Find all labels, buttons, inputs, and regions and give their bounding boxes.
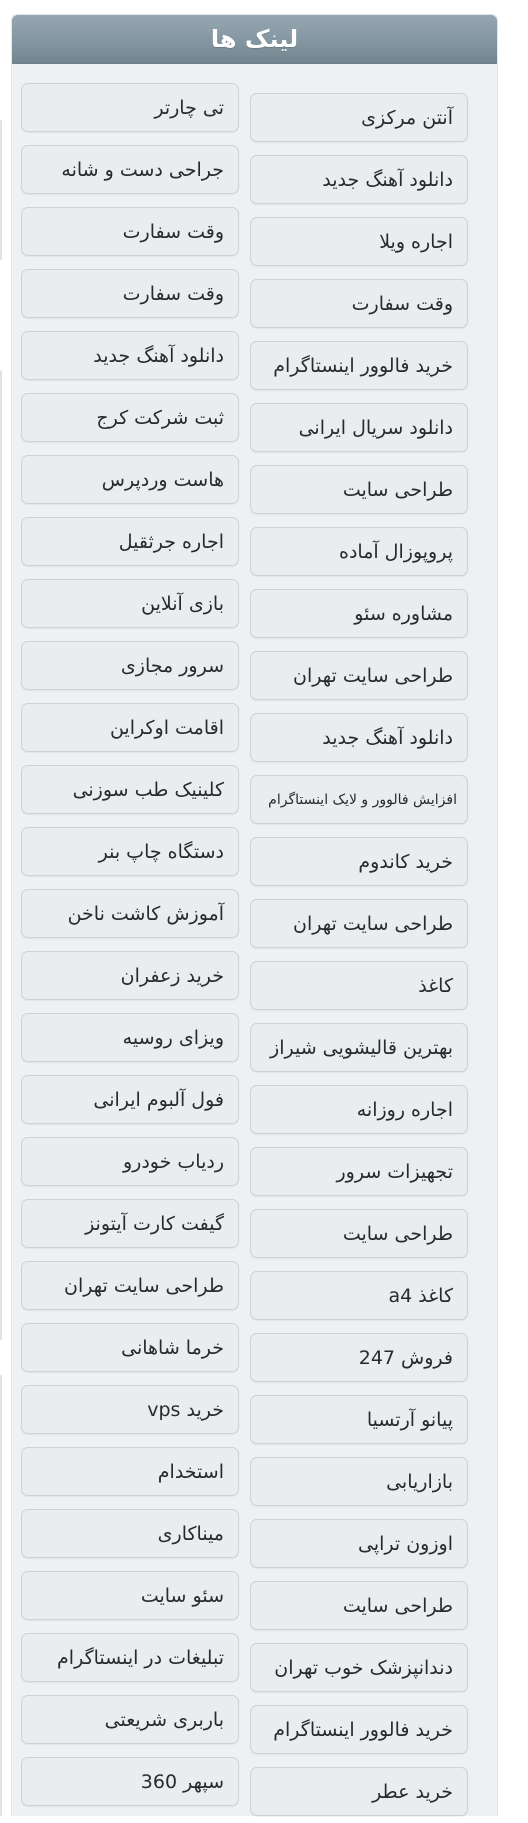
link-row bbox=[21, 1695, 488, 1744]
page-edge-divider bbox=[0, 1375, 2, 1816]
link-button[interactable]: استخدام bbox=[21, 1447, 239, 1496]
link-button[interactable]: دستگاه چاپ بنر bbox=[21, 827, 239, 876]
link-button[interactable]: گیفت کارت آیتونز bbox=[21, 1199, 239, 1248]
link-button[interactable]: ردیاب خودرو bbox=[21, 1137, 239, 1186]
link-button[interactable]: مشاوره سئو bbox=[250, 589, 468, 638]
link-button[interactable]: طراحی سایت bbox=[250, 1209, 468, 1258]
links-widget bbox=[11, 14, 498, 1816]
link-button[interactable]: هاست وردپرس bbox=[21, 455, 239, 504]
link-button[interactable]: آنتن مرکزی bbox=[250, 93, 468, 142]
link-row bbox=[21, 393, 488, 442]
link-button[interactable]: جراحی دست و شانه bbox=[21, 145, 239, 194]
link-button[interactable]: وقت سفارت bbox=[250, 279, 468, 328]
link-button[interactable]: اوزون تراپی bbox=[250, 1519, 468, 1568]
link-button[interactable]: خرید زعفران bbox=[21, 951, 239, 1000]
link-button[interactable]: خرید vps bbox=[21, 1385, 239, 1434]
link-button[interactable]: خرید فالوور اینستاگرام bbox=[250, 341, 468, 390]
link-button[interactable]: طراحی سایت تهران bbox=[250, 899, 468, 948]
link-row bbox=[21, 455, 488, 504]
link-button[interactable]: ثبت شرکت کرج bbox=[21, 393, 239, 442]
link-row bbox=[21, 1013, 488, 1062]
link-button[interactable]: بازاریابی bbox=[250, 1457, 468, 1506]
link-row bbox=[21, 579, 488, 628]
link-button[interactable]: اجاره ویلا bbox=[250, 217, 468, 266]
link-button[interactable]: فول آلبوم ایرانی bbox=[21, 1075, 239, 1124]
link-button[interactable]: اجاره جرثقیل bbox=[21, 517, 239, 566]
link-button[interactable]: خرما شاهانی bbox=[21, 1323, 239, 1372]
link-button[interactable]: دانلود آهنگ جدید bbox=[21, 331, 239, 380]
link-row bbox=[21, 331, 488, 380]
link-button[interactable]: سئو سایت bbox=[21, 1571, 239, 1620]
link-button[interactable]: وقت سفارت bbox=[21, 269, 239, 318]
link-row bbox=[21, 1757, 488, 1806]
link-row bbox=[21, 1509, 488, 1558]
link-button[interactable]: طراحی سایت تهران bbox=[21, 1261, 239, 1310]
link-row bbox=[21, 765, 488, 814]
link-button[interactable]: پروپوزال آماده bbox=[250, 527, 468, 576]
link-button[interactable]: تجهیزات سرور bbox=[250, 1147, 468, 1196]
link-row bbox=[21, 1137, 488, 1186]
link-button[interactable]: سپهر 360 bbox=[21, 1757, 239, 1806]
link-row bbox=[21, 641, 488, 690]
link-button[interactable]: تبلیغات در اینستاگرام bbox=[21, 1633, 239, 1682]
link-button[interactable]: بازی آنلاین bbox=[21, 579, 239, 628]
link-button[interactable]: خرید عطر bbox=[250, 1767, 468, 1816]
link-button[interactable]: خرید فالوور اینستاگرام bbox=[250, 1705, 468, 1754]
link-button[interactable]: کاغذ a4 bbox=[250, 1271, 468, 1320]
links-widget-title: لینک ها bbox=[210, 25, 299, 53]
link-row bbox=[21, 207, 488, 256]
link-row bbox=[21, 1323, 488, 1372]
page-edge-divider bbox=[0, 370, 2, 1340]
link-row bbox=[21, 827, 488, 876]
link-button[interactable]: ویزای روسیه bbox=[21, 1013, 239, 1062]
link-row bbox=[21, 1199, 488, 1248]
link-row bbox=[21, 889, 488, 938]
link-button[interactable]: طراحی سایت bbox=[250, 465, 468, 514]
link-button[interactable]: سرور مجازی bbox=[21, 641, 239, 690]
links-widget-header bbox=[12, 15, 497, 64]
link-button[interactable]: پیانو آرتسیا bbox=[250, 1395, 468, 1444]
link-row bbox=[21, 269, 488, 318]
link-button[interactable]: فروش 247 bbox=[250, 1333, 468, 1382]
link-button[interactable]: باربری شریعتی bbox=[21, 1695, 239, 1744]
link-button[interactable]: دانلود آهنگ جدید bbox=[250, 155, 468, 204]
link-row bbox=[21, 1075, 488, 1124]
link-button[interactable]: طراحی سایت تهران bbox=[250, 651, 468, 700]
link-row bbox=[21, 1633, 488, 1682]
link-button[interactable]: دانلود آهنگ جدید bbox=[250, 713, 468, 762]
link-button[interactable]: بهترین قالیشویی شیراز bbox=[250, 1023, 468, 1072]
link-button[interactable]: کلینیک طب سوزنی bbox=[21, 765, 239, 814]
page-edge-divider bbox=[0, 120, 2, 260]
link-button[interactable]: آموزش کاشت ناخن bbox=[21, 889, 239, 938]
link-button[interactable]: کاغذ bbox=[250, 961, 468, 1010]
link-button[interactable]: طراحی سایت bbox=[250, 1581, 468, 1630]
link-button[interactable]: وقت سفارت bbox=[21, 207, 239, 256]
link-row bbox=[21, 951, 488, 1000]
link-button[interactable]: اجاره روزانه bbox=[250, 1085, 468, 1134]
link-button[interactable]: خرید کاندوم bbox=[250, 837, 468, 886]
link-row bbox=[21, 1571, 488, 1620]
link-row bbox=[21, 83, 488, 132]
link-button[interactable]: تی چارتر bbox=[21, 83, 239, 132]
link-button[interactable]: میناکاری bbox=[21, 1509, 239, 1558]
link-button[interactable]: افزایش فالوور و لایک اینستاگرام bbox=[250, 775, 468, 824]
link-button[interactable]: اقامت اوکراین bbox=[21, 703, 239, 752]
link-row bbox=[21, 703, 488, 752]
link-row bbox=[21, 1385, 488, 1434]
links-grid bbox=[21, 83, 488, 1823]
link-button[interactable]: دانلود سریال ایرانی bbox=[250, 403, 468, 452]
link-row bbox=[21, 517, 488, 566]
link-button[interactable]: دندانپزشک خوب تهران bbox=[250, 1643, 468, 1692]
link-row bbox=[21, 1261, 488, 1310]
link-row bbox=[21, 1447, 488, 1496]
link-row bbox=[21, 145, 488, 194]
